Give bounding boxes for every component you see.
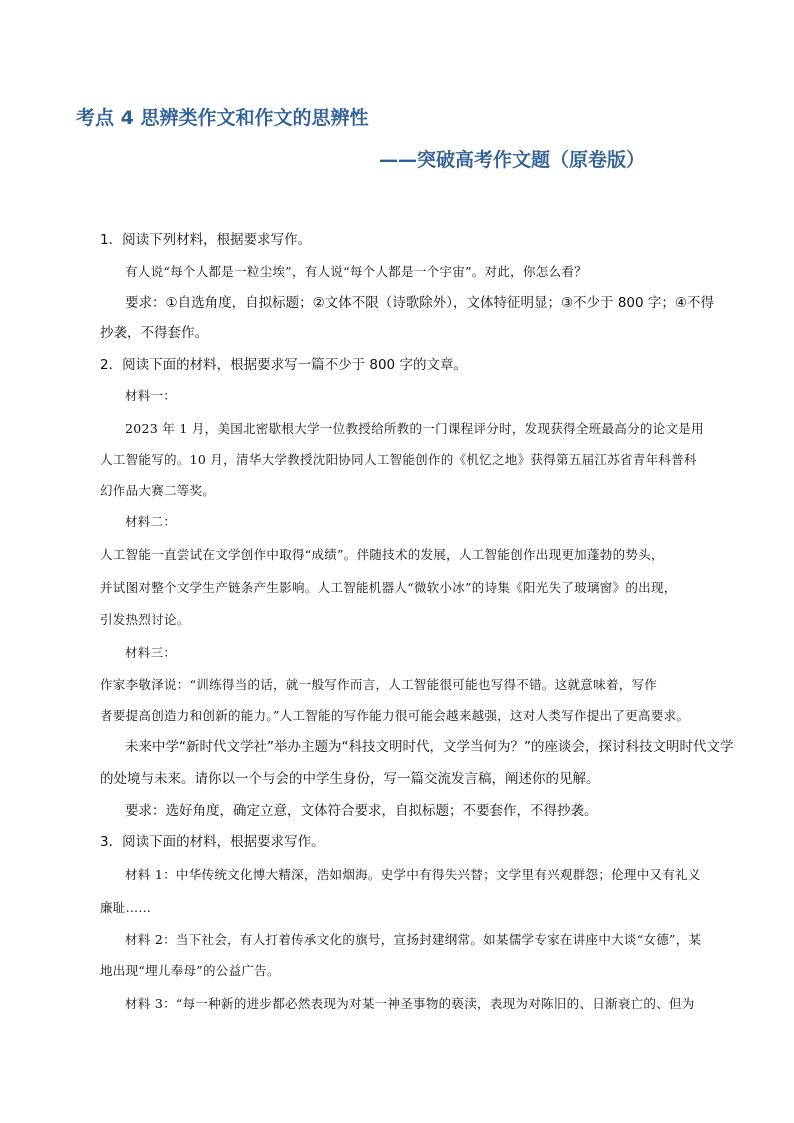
question-2-material-1-line: 幻作品大赛二等奖。 [100, 483, 216, 498]
question-2-material-1-line: 2023 年 1 月，美国北密歇根大学一位教授给所教的一门课程评分时，发现获得全班最高分的论文是用 [125, 421, 704, 436]
question-3-material-1: 材料 1：中华传统文化博大精深，浩如烟海。史学中有得失兴替；文学里有兴观群怨；伦理中又有礼义 [125, 867, 701, 882]
page-title: 考点 4 思辨类作文和作文的思辨性 [76, 107, 369, 129]
question-3-stem: 3．阅读下面的材料，根据要求写作。 [100, 834, 325, 850]
question-3-material-3: 材料 3：“每一种新的进步都必然表现为对某一神圣事物的亵渎，表现为对陈旧的、日渐衰亡的、但为 [125, 996, 695, 1011]
question-2-task-cont: 的处境与未来。请你以一个与会的中学生身份，写一篇交流发言稿，阐述你的见解。 [100, 771, 600, 787]
question-3-material-2: 材料 2：当下社会，有人打着传承文化的旗号，宣扬封建纲常。如某儒学专家在讲座中大谈“女德”，某 [125, 932, 702, 947]
question-2-task: 未来中学“新时代文学社”举办主题为“科技文明时代，文学当何为？”的座谈会，探讨科技文明时代文学 [125, 739, 734, 755]
question-2-material-1-title: 材料一： [125, 388, 177, 403]
question-1-stem: 1．阅读下列材料，根据要求写作。 [100, 232, 312, 248]
question-2-material-3-line: 作家李敬泽说：“训练得当的话，就一般写作而言，人工智能很可能也写得不错。这就意味着，写作 [100, 677, 658, 692]
question-2-material-3-line: 者要提高创造力和创新的能力。”人工智能的写作能力很可能会越来越强，这对人类写作提出了更高要求。 [100, 708, 690, 723]
question-2-requirement: 要求：选好角度，确定立意，文体符合要求，自拟标题；不要套作，不得抄袭。 [125, 803, 598, 819]
page-subtitle: ——突破高考作文题（原卷版） [379, 149, 646, 171]
question-1-material: 有人说“每个人都是一粒尘埃”，有人说“每个人都是一个宇宙”。对此，你怎么看？ [125, 264, 587, 279]
question-2-stem: 2．阅读下面的材料，根据要求写一篇不少于 800 字的文章。 [100, 357, 467, 373]
question-2-material-2-line: 引发热烈讨论。 [100, 612, 190, 627]
question-1-requirement: 要求：①自选角度，自拟标题；②文体不限（诗歌除外），文体特征明显；③不少于 800 字；④不得 [125, 295, 715, 311]
question-2-material-1-line: 人工智能写的。10 月，清华大学教授沈阳协同人工智能创作的《机忆之地》获得第五届江苏省青年科普科 [100, 452, 697, 467]
question-2-material-3-title: 材料三： [125, 645, 177, 660]
question-2-material-2-line: 人工智能一直尝试在文学创作中取得“成绩”。伴随技术的发展，人工智能创作出现更加蓬勃的势头， [100, 547, 664, 562]
question-1-requirement-cont: 抄袭，不得套作。 [100, 325, 208, 341]
question-2-material-2-line: 并试图对整个文学生产链条产生影响。人工智能机器人“微软小冰”的诗集《阳光失了玻璃窗》的出现， [100, 580, 677, 595]
question-3-material-2-cont: 地出现“埋儿奉母”的公益广告。 [100, 963, 280, 978]
question-3-material-1-cont: 廉耻…… [100, 900, 152, 915]
question-2-material-2-title: 材料二： [125, 514, 177, 529]
